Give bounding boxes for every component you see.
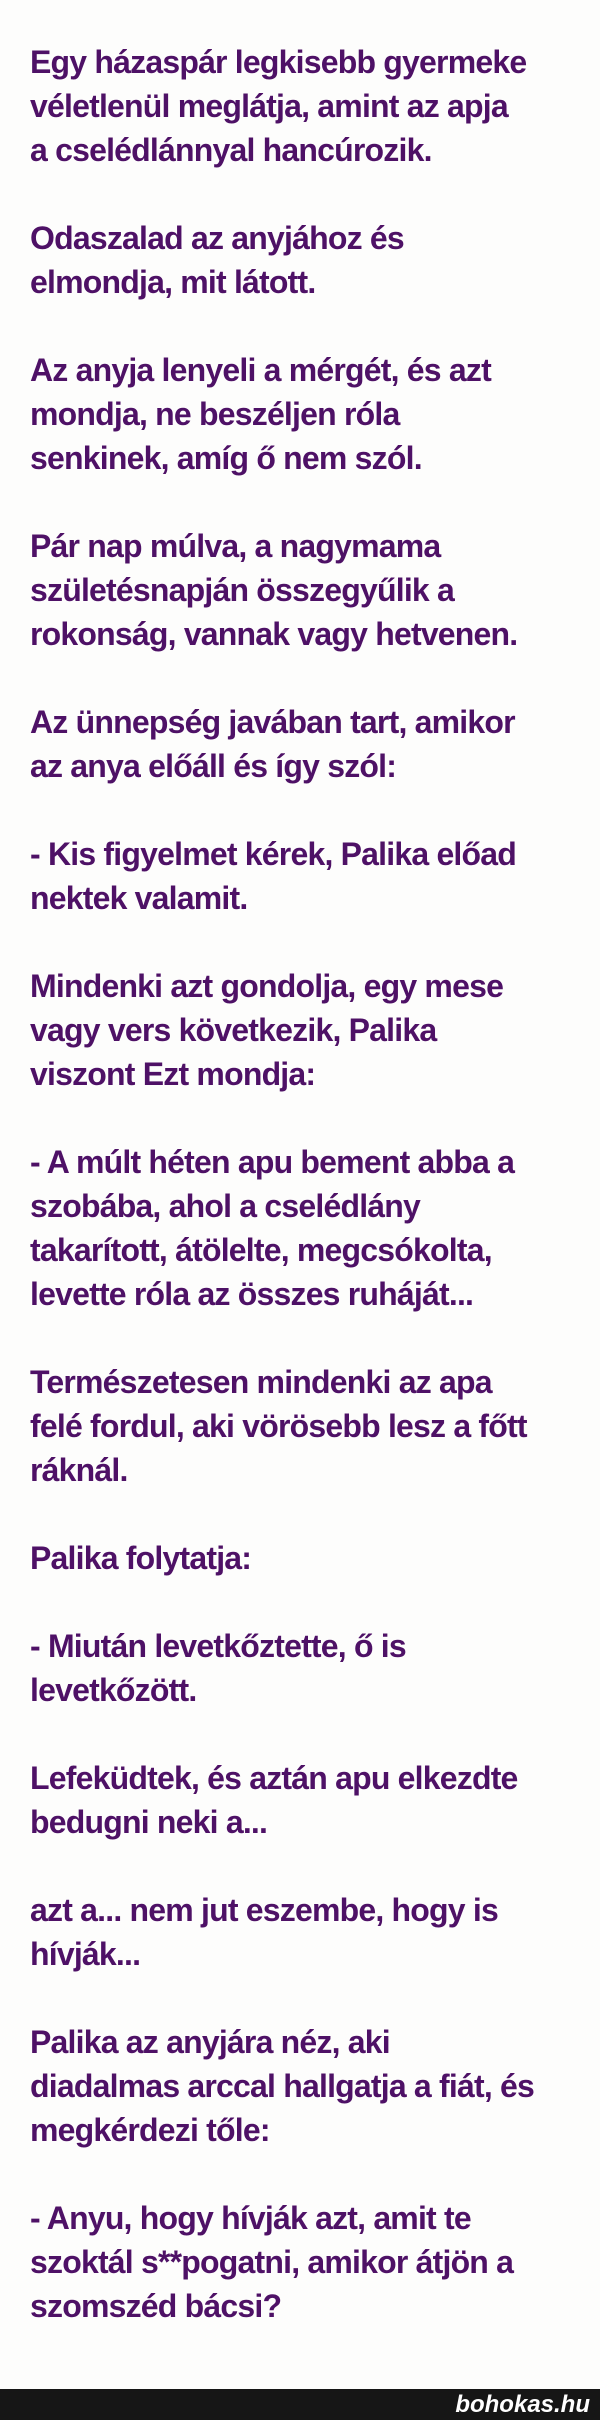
joke-line: Palika az anyjára néz, aki: [30, 2024, 390, 2060]
joke-line: véletlenül meglátja, amint az apja: [30, 88, 508, 124]
joke-line: bedugni neki a...: [30, 1804, 268, 1840]
joke-line: - A múlt héten apu bement abba a: [30, 1144, 515, 1180]
joke-line: takarított, átölelte, megcsókolta,: [30, 1232, 492, 1268]
watermark-bar: [0, 2389, 600, 2420]
joke-line: Az ünnepség javában tart, amikor: [30, 704, 515, 740]
joke-line: Egy házaspár legkisebb gyermeke: [30, 44, 527, 80]
joke-paragraph-3: [30, 348, 576, 480]
joke-line: születésnapján összegyűlik a: [30, 572, 454, 608]
joke-paragraph-7: [30, 964, 576, 1096]
joke-line: levette róla az összes ruháját...: [30, 1276, 474, 1312]
joke-line: senkinek, amíg ő nem szól.: [30, 440, 422, 476]
site-watermark: bohokas.hu: [455, 2390, 590, 2418]
joke-paragraph-6: [30, 832, 576, 920]
joke-line: diadalmas arccal hallgatja a fiát, és: [30, 2068, 534, 2104]
joke-line: Az anyja lenyeli a mérgét, és azt: [30, 352, 491, 388]
joke-line: ráknál.: [30, 1452, 128, 1488]
joke-line: a cselédlánnyal hancúrozik.: [30, 132, 432, 168]
joke-line: Pár nap múlva, a nagymama: [30, 528, 441, 564]
joke-paragraph-10: [30, 1536, 576, 1580]
joke-line: - Anyu, hogy hívják azt, amit te: [30, 2200, 471, 2236]
joke-line: Lefeküdtek, és aztán apu elkezdte: [30, 1760, 518, 1796]
joke-paragraph-15: [30, 2196, 576, 2328]
joke-line: hívják...: [30, 1936, 141, 1972]
joke-paragraph-9: [30, 1360, 576, 1492]
joke-line: felé fordul, aki vörösebb lesz a főtt: [30, 1408, 527, 1444]
joke-paragraph-14: [30, 2020, 576, 2152]
joke-paragraph-2: [30, 216, 576, 304]
joke-line: Odaszalad az anyjához és: [30, 220, 404, 256]
joke-line: szobába, ahol a cselédlány: [30, 1188, 421, 1224]
joke-paragraph-8: [30, 1140, 576, 1316]
joke-paragraph-1: [30, 40, 576, 172]
joke-paragraph-11: [30, 1624, 576, 1712]
joke-paragraph-12: [30, 1756, 576, 1844]
joke-line: elmondja, mit látott.: [30, 264, 316, 300]
joke-paragraph-13: [30, 1888, 576, 1976]
joke-line: - Miután levetkőztette, ő is: [30, 1628, 406, 1664]
joke-line: mondja, ne beszéljen róla: [30, 396, 400, 432]
joke-line: nektek valamit.: [30, 880, 248, 916]
joke-line: Természetesen mindenki az apa: [30, 1364, 492, 1400]
joke-line: vagy vers következik, Palika: [30, 1012, 437, 1048]
joke-paragraph-4: [30, 524, 576, 656]
joke-paragraph-5: [30, 700, 576, 788]
joke-line: azt a... nem jut eszembe, hogy is: [30, 1892, 498, 1928]
joke-line: megkérdezi tőle:: [30, 2112, 270, 2148]
joke-line: szoktál s**pogatni, amikor átjön a: [30, 2244, 514, 2280]
joke-line: levetkőzött.: [30, 1672, 197, 1708]
joke-line: Mindenki azt gondolja, egy mese: [30, 968, 504, 1004]
joke-line: Palika folytatja:: [30, 1540, 252, 1576]
joke-line: - Kis figyelmet kérek, Palika előad: [30, 836, 517, 872]
joke-line: szomszéd bácsi?: [30, 2288, 282, 2324]
joke-line: az anya előáll és így szól:: [30, 748, 397, 784]
joke-line: viszont Ezt mondja:: [30, 1056, 316, 1092]
joke-line: rokonság, vannak vagy hetvenen.: [30, 616, 518, 652]
